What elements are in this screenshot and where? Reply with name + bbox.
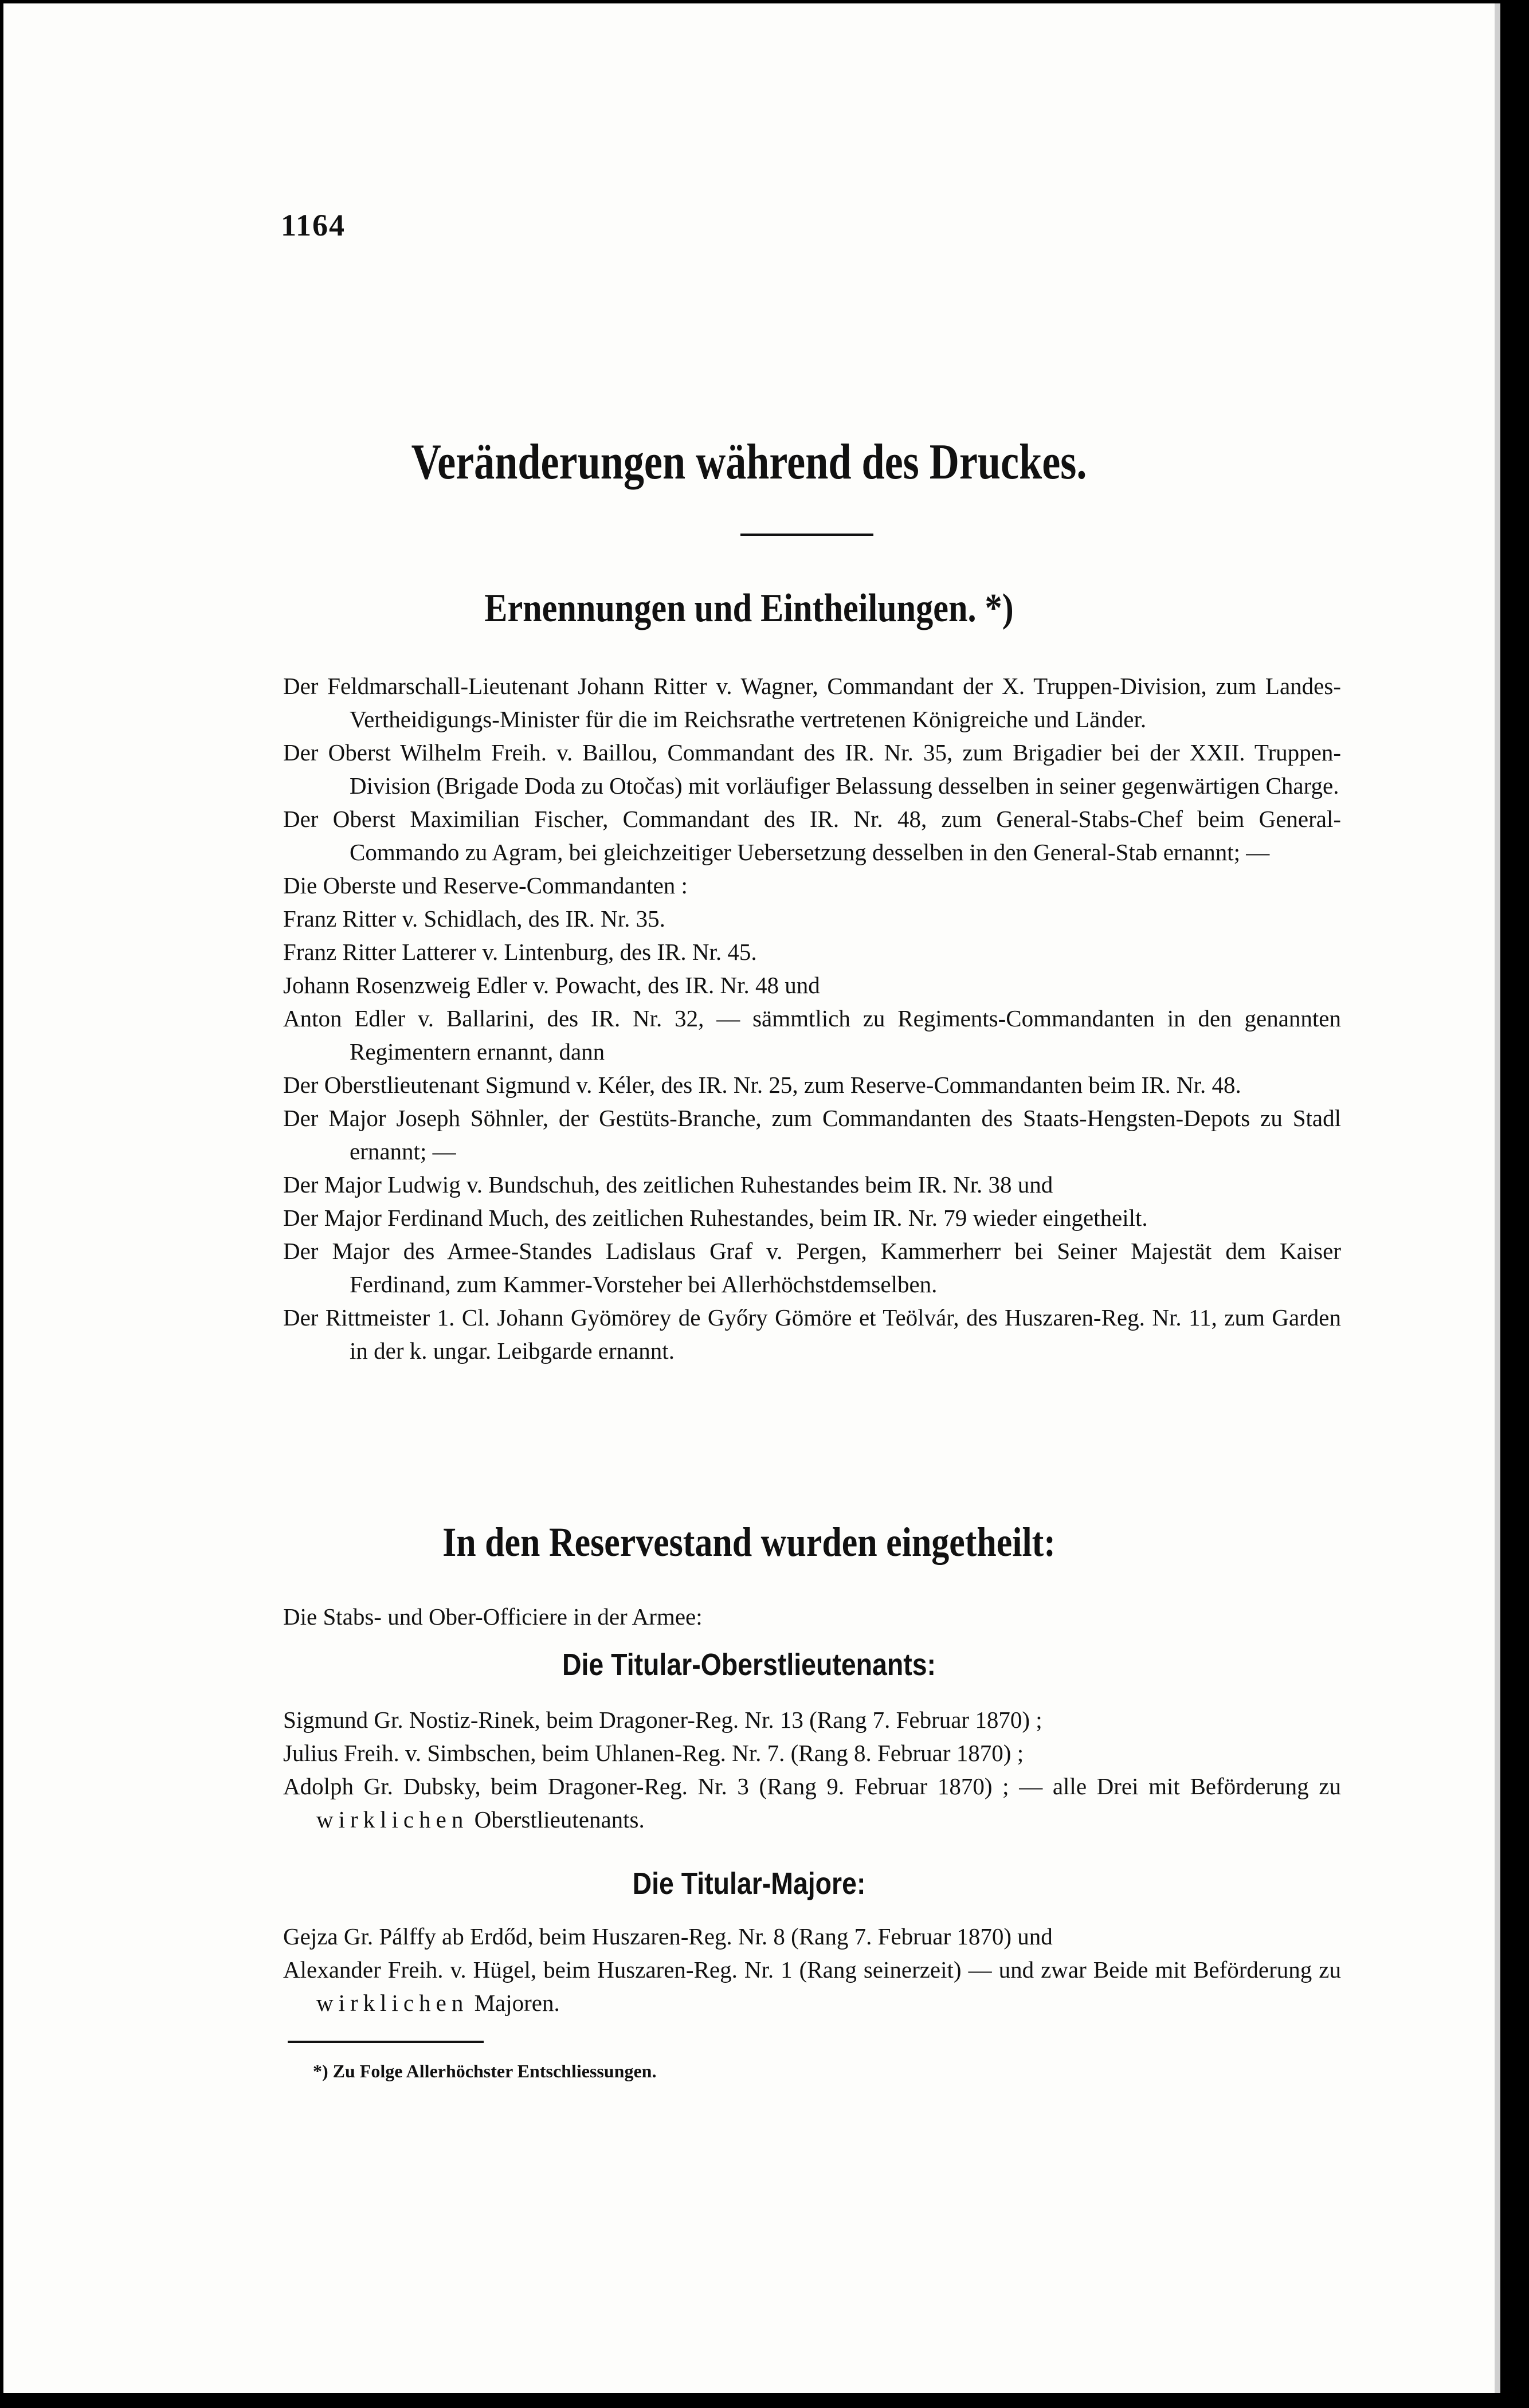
lieutenant-colonels-list <box>283 1703 1341 1836</box>
list-item: Franz Ritter Latterer v. Lintenburg, des IR. Nr. 45. <box>283 939 757 965</box>
list-item: Julius Freih. v. Simbschen, beim Uhlanen-Reg. Nr. 7. (Rang 8. Februar 1870) ; <box>283 1740 1024 1766</box>
footnote: *) Zu Folge Allerhöchster Entschliessungen. <box>313 2061 657 2081</box>
list-item: Der Major Ludwig v. Bundschuh, des zeitlichen Ruhestandes beim IR. Nr. 38 und <box>283 1171 1053 1198</box>
page-title: Veränderungen während des Druckes. <box>411 434 1087 490</box>
entry-text: Oberstlieutenants. <box>474 1806 645 1833</box>
list-item: Der Major Ferdinand Much, des zeitlichen Ruhestandes, beim IR. Nr. 79 wieder eingetheilt. <box>283 1205 1148 1231</box>
majors-list <box>283 1920 1341 2019</box>
list-item <box>283 1953 1341 2019</box>
footnote-divider <box>288 2041 484 2043</box>
list-item: Der Major Joseph Söhnler, der Gestüts-Branche, zum Commandanten des Staats-Hengsten-Depots zu Stadl ernannt; — <box>283 1105 1341 1164</box>
spaced-word: wirklichen <box>316 1990 469 2016</box>
list-item: Johann Rosenzweig Edler v. Powacht, des IR. Nr. 48 und <box>283 972 820 998</box>
appointments-list <box>283 669 1341 1367</box>
list-item: Der Oberstlieutenant Sigmund v. Kéler, des IR. Nr. 25, zum Reserve-Commandanten beim IR. Nr. 48. <box>283 1072 1241 1098</box>
entry-text: Alexander Freih. v. Hügel, beim Huszaren-Reg. Nr. 1 (Rang seinerzeit) — und zwar Beide mit Beförderung zu <box>283 1956 1341 1983</box>
entry-text: Majoren. <box>474 1990 560 2016</box>
section-heading-appointments: Ernennungen und Eintheilungen. *) <box>484 586 1014 630</box>
list-item: Der Feldmarschall-Lieutenant Johann Ritter v. Wagner, Commandant der X. Truppen-Division, zum Landes-Vertheidigungs-Minister für die im Reichsrathe vertretenen Königreiche und Länder. <box>283 673 1341 732</box>
list-item <box>283 1770 1341 1836</box>
subheading-lieutenant-colonels: Die Titular-Oberstlieutenants: <box>562 1648 936 1682</box>
list-item: Anton Edler v. Ballarini, des IR. Nr. 32, — sämmtlich zu Regiments-Commandanten in den genannten Regimentern ernannt, dann <box>283 1005 1341 1065</box>
spaced-word: wirklichen <box>316 1806 469 1833</box>
list-item: Gejza Gr. Pálffy ab Erdőd, beim Huszaren-Reg. Nr. 8 (Rang 7. Februar 1870) und <box>283 1923 1053 1950</box>
reserve-intro <box>283 1600 1341 1633</box>
subheading-majors: Die Titular-Majore: <box>632 1866 866 1901</box>
list-item: Der Rittmeister 1. Cl. Johann Gyömörey de Győry Gömöre et Teölvár, des Huszaren-Reg. Nr. 11, zum Garden in der k. ungar. Leibgarde ernannt. <box>283 1304 1341 1364</box>
section-heading-reserve: In den Reservestand wurden eingetheilt: <box>442 1519 1056 1565</box>
intro-text: Die Stabs- und Ober-Officiere in der Armee: <box>283 1603 703 1630</box>
list-item: Franz Ritter v. Schidlach, des IR. Nr. 35. <box>283 905 665 932</box>
list-item: Der Oberst Wilhelm Freih. v. Baillou, Commandant des IR. Nr. 35, zum Brigadier bei der XXII. Truppen-Division (Brigade Doda zu Otočas) mit vorläufiger Belassung desselben in seiner gegenwärtigen Charge. <box>283 739 1341 799</box>
title-divider <box>740 534 873 536</box>
page-number: 1164 <box>281 208 346 242</box>
entry-text: Adolph Gr. Dubsky, beim Dragoner-Reg. Nr. 3 (Rang 9. Februar 1870) ; — alle Drei mit Beförderung zu <box>283 1773 1341 1799</box>
list-item: Der Oberst Maximilian Fischer, Commandant des IR. Nr. 48, zum General-Stabs-Chef beim General-Commando zu Agram, bei gleichzeitiger Uebersetzung desselben in den General-Stab ernannt; — <box>283 806 1341 865</box>
list-item: Der Major des Armee-Standes Ladislaus Graf v. Pergen, Kammerherr bei Seiner Majestät dem Kaiser Ferdinand, zum Kammer-Vorsteher bei Allerhöchstdemselben. <box>283 1238 1341 1297</box>
document-page <box>3 3 1500 2393</box>
list-item: Die Oberste und Reserve-Commandanten : <box>283 872 688 899</box>
list-item: Sigmund Gr. Nostiz-Rinek, beim Dragoner-Reg. Nr. 13 (Rang 7. Februar 1870) ; <box>283 1707 1042 1733</box>
